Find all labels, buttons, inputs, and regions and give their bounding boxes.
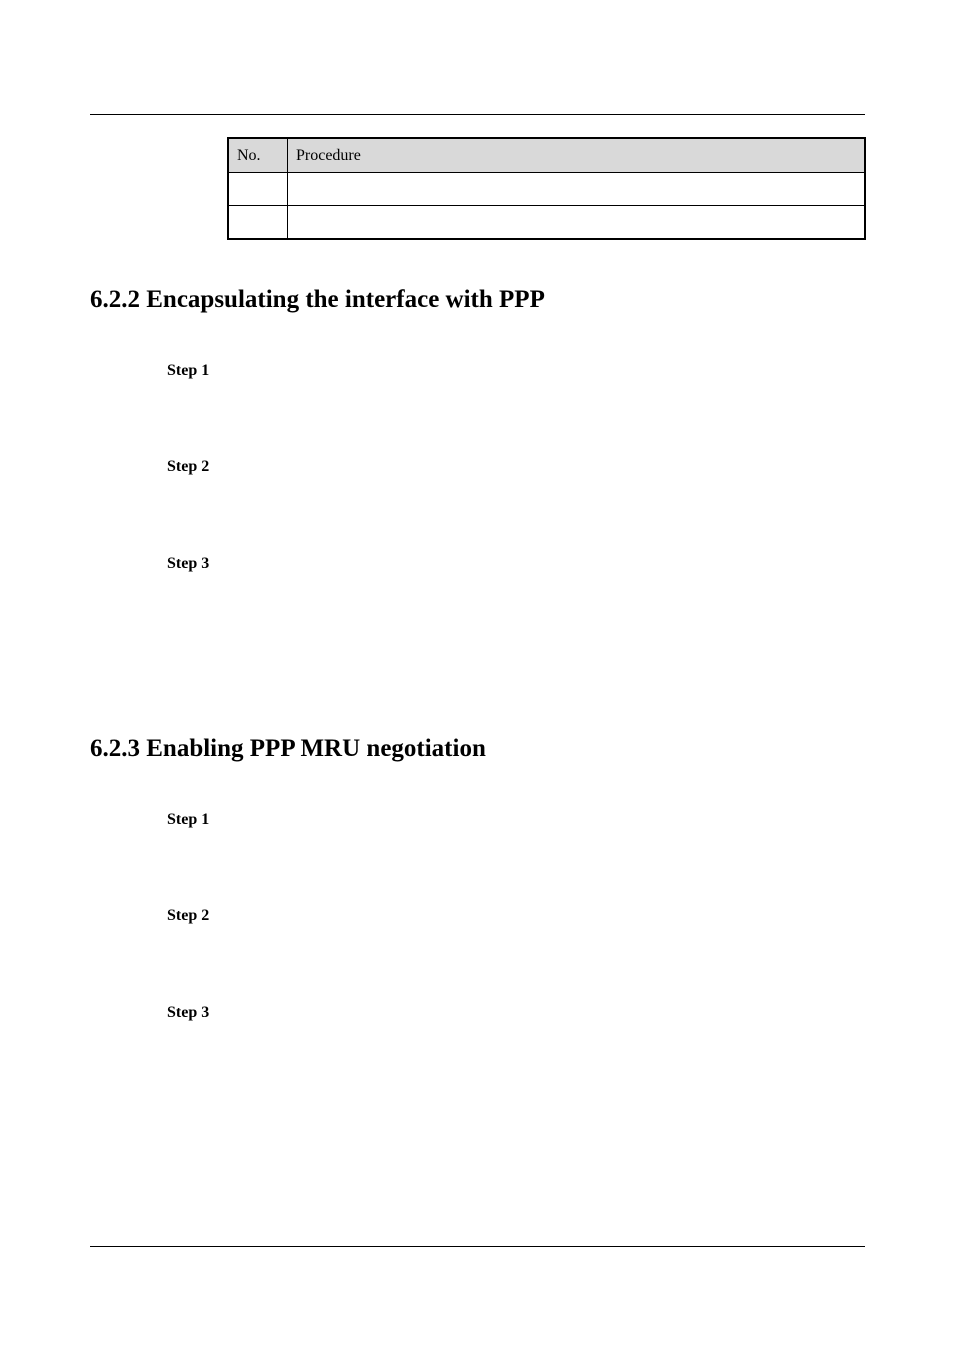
step-label: Step 2 <box>167 458 210 475</box>
footer-rule <box>90 1246 865 1247</box>
table-cell-procedure <box>288 206 866 240</box>
step-label: Step 3 <box>167 1004 210 1021</box>
table-cell-procedure <box>288 173 866 206</box>
table-row <box>228 206 865 240</box>
table-cell-no <box>228 173 288 206</box>
header-rule <box>90 114 865 115</box>
section-heading-encapsulating-ppp: 6.2.2 Encapsulating the interface with PPP <box>90 286 545 313</box>
step-label: Step 1 <box>167 811 210 828</box>
column-header-no: No. <box>228 138 288 173</box>
table-header-row <box>228 138 865 173</box>
step-label: Step 3 <box>167 555 210 572</box>
table-cell-no <box>228 206 288 240</box>
procedure-table <box>227 137 866 240</box>
table-row <box>228 173 865 206</box>
section-heading-ppp-mru-negotiation: 6.2.3 Enabling PPP MRU negotiation <box>90 735 486 762</box>
step-label: Step 2 <box>167 907 210 924</box>
step-label: Step 1 <box>167 362 210 379</box>
column-header-procedure: Procedure <box>288 138 866 173</box>
